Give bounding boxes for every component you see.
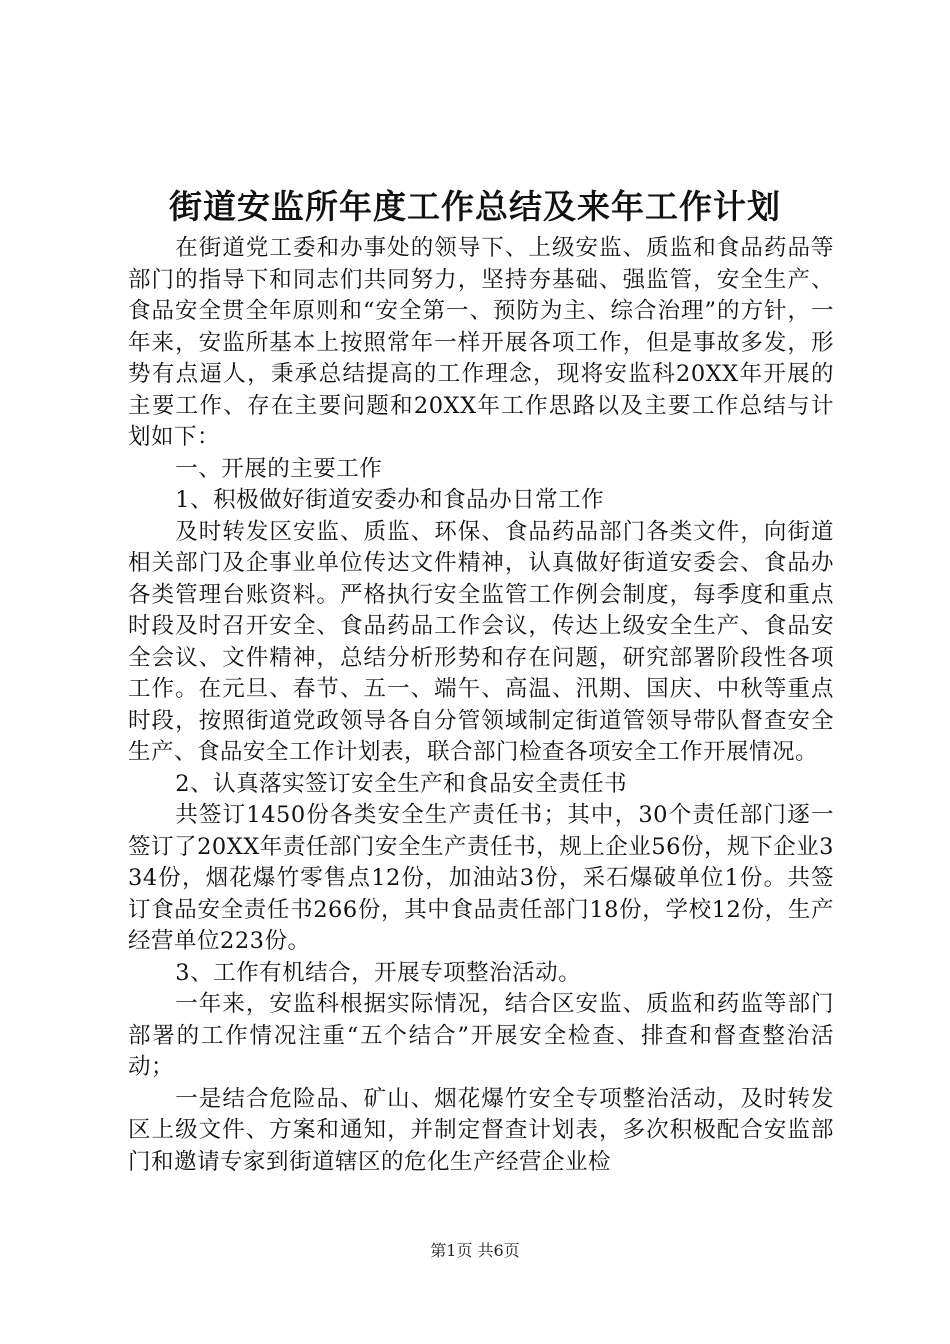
- subsection-heading: 2、认真落实签订安全生产和食品安全责任书: [175, 770, 628, 797]
- subsection-heading: 3、工作有机结合，开展专项整治活动。: [175, 959, 582, 986]
- document-title: 街道安监所年度工作总结及来年工作计划: [169, 187, 781, 226]
- subsection-heading: 1、积极做好街道安委办和食品办日常工作: [175, 487, 605, 513]
- page-footer: 第1页 共6页: [430, 1241, 520, 1260]
- paragraph-intro: 在街道党工委和办事处的领导下、上级安监、质监和食品药品等部门的指导下和同志们共同努力，坚持夯基础、强监管，安全生产、食品安全贯全年原则和“安全第一、预防为主、综合治理”的方针，一年来，安监所基本上按照常年一样开展各项工作，但是事故多发，形势有点逼人，秉承总结提高的工作理念，现将安监科20XX年开展的主要工作、存在主要问题和20XX年工作思路以及主要工作总结与计划如下：: [128, 235, 834, 450]
- paragraph: 一年来，安监科根据实际情况，结合区安监、质监和药监等部门部署的工作情况注重“五个结合”开展安全检查、排查和督查整治活动；: [128, 991, 834, 1080]
- paragraph: 及时转发区安监、质监、环保、食品药品部门各类文件，向街道相关部门及企事业单位传达文件精神，认真做好街道安委会、食品办各类管理台账资料。严格执行安全监管工作例会制度，每季度和重点时段及时召开安全、食品药品工作会议，传达上级安全生产、食品安全会议、文件精神，总结分析形势和存在问题，研究部署阶段性各项工作。在元旦、春节、五一、端午、高温、汛期、国庆、中秋等重点时段，按照街道党政领导各自分管领域制定街道管领导带队督查安全生产、食品安全工作计划表，联合部门检查各项安全工作开展情况。: [128, 518, 834, 765]
- section-heading: 一、开展的主要工作: [175, 455, 383, 482]
- document-body: [128, 233, 834, 1178]
- paragraph: 一是结合危险品、矿山、烟花爆竹安全专项整治活动，及时转发区上级文件、方案和通知，并制定督查计划表，多次积极配合安监部门和邀请专家到街道辖区的危化生产经营企业检: [128, 1085, 834, 1175]
- paragraph: 共签订1450份各类安全生产责任书；其中，30个责任部门逐一签订了20XX年责任部门安全生产责任书，规上企业56份，规下企业334份，烟花爆竹零售点12份，加油站3份，采石爆破单位1份。共签订食品安全责任书266份，其中食品责任部门18份，学校12份，生产经营单位223份。: [128, 802, 834, 954]
